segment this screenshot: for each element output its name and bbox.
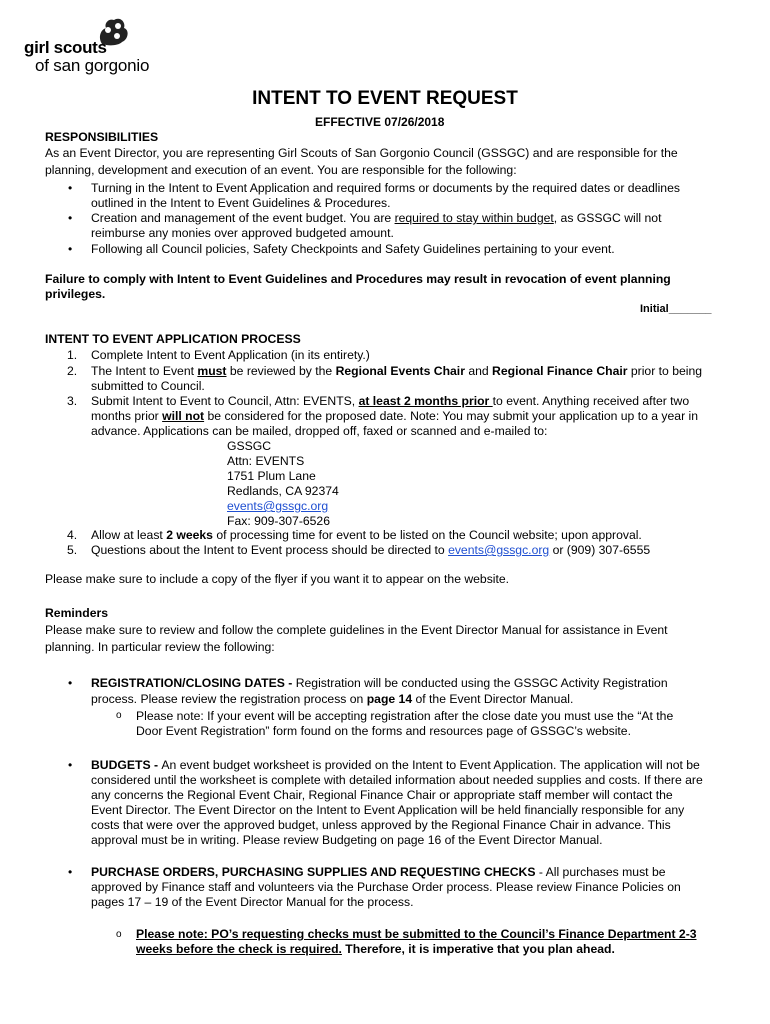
- registration-line-1: REGISTRATION/CLOSING DATES - Registration will be conducted using the GSSGC Activity Registration: [91, 676, 668, 690]
- responsibility-3: Following all Council policies, Safety Checkpoints and Safety Guidelines pertaining to your event.: [91, 242, 615, 256]
- logo-text-girl-scouts: girl scouts: [24, 38, 107, 57]
- address-fax: Fax: 909-307-6526: [227, 514, 330, 528]
- registration-note-line-1: Please note: If your event will be accepting registration after the close date you must use the “At the: [136, 709, 674, 723]
- bullet: •: [68, 181, 73, 195]
- responsibility-2-line-2: reimburse any monies over approved budgeted amount.: [91, 226, 394, 240]
- step-3-line-3: advance. Applications can be mailed, dropped off, faxed or scanned and e-mailed to:: [91, 424, 548, 438]
- budgets-line-4: Event Director. The Event Director on the Intent to Event Application will be held financially responsible for any: [91, 803, 685, 817]
- bullet: •: [68, 676, 73, 690]
- bullet: •: [68, 758, 73, 772]
- sub-bullet: o: [116, 929, 122, 940]
- sub-bullet: o: [116, 710, 122, 721]
- registration-note-line-2: Door Event Registration” form found on the forms and resources page of GSSGC’s website.: [136, 724, 631, 738]
- budgets-line-3: any concerns the Regional Event Chair, Regional Finance Chair or appropriate staff member will contact the: [91, 788, 673, 802]
- process-heading: INTENT TO EVENT APPLICATION PROCESS: [45, 332, 301, 346]
- responsibility-1-line-1: Turning in the Intent to Event Application and required forms or documents by the required dates or deadlines: [91, 181, 680, 195]
- step-3-line-2: months prior will not be considered for the proposed date. Note: You may submit your application up to a year in: [91, 409, 699, 423]
- purchase-orders-line-3: pages 17 – 19 of the Event Director Manual for the process.: [91, 895, 414, 909]
- reminders-intro-2: planning. In particular review the following:: [45, 640, 275, 654]
- budgets-line-5: costs that were over the approved budget, unless approved by the Regional Finance Chair in advance. This: [91, 818, 671, 832]
- step-4: Allow at least 2 weeks of processing time for event to be listed on the Council website; upon approval.: [91, 528, 642, 542]
- failure-warning-line-2: privileges.: [45, 287, 106, 301]
- address-org: GSSGC: [227, 439, 272, 453]
- budgets-line-1: BUDGETS - An event budget worksheet is provided on the Intent to Event Application. The application will not be: [91, 758, 700, 772]
- registration-line-2: process. Please review the registration process on page 14 of the Event Director Manual.: [91, 692, 574, 706]
- step-number: 3.: [67, 394, 78, 408]
- address-email-link[interactable]: events@gssgc.org: [227, 499, 329, 513]
- responsibility-1-line-2: outlined in the Intent to Event Guidelines & Procedures.: [91, 196, 391, 210]
- step-number: 4.: [67, 528, 78, 542]
- bullet: •: [68, 865, 73, 879]
- failure-warning-line-1: Failure to comply with Intent to Event Guidelines and Procedures may result in revocation of event planning: [45, 272, 671, 286]
- step-2-line-2: submitted to Council.: [91, 379, 205, 393]
- budgets-line-6: approval must be in writing. Please review Budgeting on page 16 of the Event Director Manual.: [91, 833, 603, 847]
- flyer-note: Please make sure to include a copy of the flyer if you want it to appear on the website.: [45, 572, 510, 586]
- budgets-line-2: considered until the worksheet is complete with detailed information about needed supplies and costs. If there are: [91, 773, 703, 787]
- address-city: Redlands, CA 92374: [227, 484, 339, 498]
- po-deadline-note-line-2: weeks before the check is required. Therefore, it is imperative that you plan ahead.: [136, 942, 615, 956]
- logo-text-council: of san gorgonio: [35, 56, 150, 75]
- address-attn: Attn: EVENTS: [227, 454, 305, 468]
- bullet: •: [68, 211, 73, 225]
- purchase-orders-line-1: PURCHASE ORDERS, PURCHASING SUPPLIES AND REQUESTING CHECKS - All purchases must be: [91, 865, 666, 879]
- step-5: Questions about the Intent to Event process should be directed to events@gssgc.org or (909) 307-6555: [91, 543, 651, 557]
- address-street: 1751 Plum Lane: [227, 469, 316, 483]
- step-3-line-1: Submit Intent to Event to Council, Attn: EVENTS, at least 2 months prior to event. Anything received after two: [91, 394, 690, 408]
- bullet: •: [68, 242, 73, 256]
- step-number: 2.: [67, 364, 78, 378]
- responsibility-2-line-1: Creation and management of the event budget. You are required to stay within budget, as GSSGC will not: [91, 211, 662, 225]
- page-title: INTENT TO EVENT REQUEST: [252, 88, 518, 109]
- contact-email-link[interactable]: events@gssgc.org: [448, 543, 550, 557]
- reminders-intro-1: Please make sure to review and follow the complete guidelines in the Event Director Manual for assistance in Event: [45, 623, 668, 637]
- initial-field: Initial_______: [640, 303, 712, 315]
- effective-date: EFFECTIVE 07/26/2018: [315, 115, 445, 129]
- responsibilities-heading: RESPONSIBILITIES: [45, 130, 159, 144]
- purchase-orders-line-2: approved by Finance staff and volunteers via the Purchase Order process. Please review Finance Policies on: [91, 880, 681, 894]
- responsibilities-intro-1: As an Event Director, you are representing Girl Scouts of San Gorgonio Council (GSSGC) and are responsible for the: [45, 146, 678, 160]
- step-2-line-1: The Intent to Event must be reviewed by the Regional Events Chair and Regional Finance Chair prior to being: [91, 364, 703, 378]
- step-number: 5.: [67, 543, 78, 557]
- step-1: Complete Intent to Event Application (in its entirety.): [91, 348, 370, 362]
- po-deadline-note-line-1: Please note: PO’s requesting checks must be submitted to the Council’s Finance Department 2-3: [136, 927, 697, 941]
- responsibilities-intro-2: planning, development and execution of an event. You are responsible for the following:: [45, 163, 517, 177]
- step-number: 1.: [67, 348, 78, 362]
- reminders-heading: Reminders: [45, 606, 108, 620]
